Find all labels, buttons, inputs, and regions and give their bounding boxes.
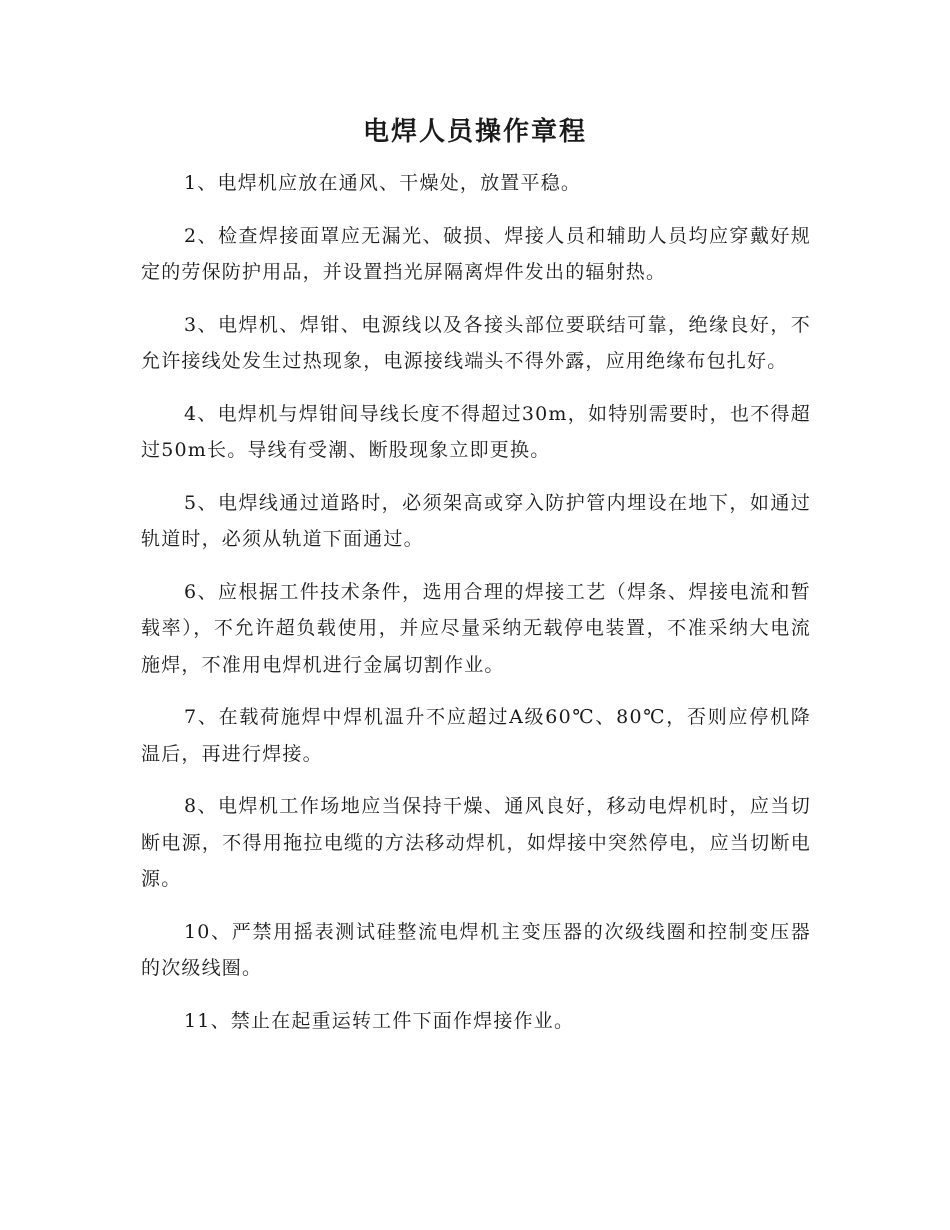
rule-item-5: 5、电焊线通过道路时，必须架高或穿入防护管内埋设在地下，如通过轨道时，必须从轨道下面通过。 bbox=[141, 491, 811, 550]
document-title: 电焊人员操作章程 bbox=[362, 117, 587, 147]
document-body bbox=[141, 165, 811, 1055]
rule-item-8: 8、电焊机工作场地应当保持干燥、通风良好，移动电焊机时，应当切断电源，不得用拖拉电缆的方法移动焊机，如焊接中突然停电，应当切断电源。 bbox=[141, 795, 811, 890]
rule-item-4: 4、电焊机与焊钳间导线长度不得超过30m，如特别需要时，也不得超过50m长。导线有受潮、断股现象立即更换。 bbox=[141, 402, 811, 461]
rule-item-7: 7、在载荷施焊中焊机温升不应超过A级60℃、80℃，否则应停机降温后，再进行焊接。 bbox=[141, 706, 811, 765]
rule-item-1: 1、电焊机应放在通风、干燥处，放置平稳。 bbox=[184, 172, 582, 194]
rule-item-11: 11、禁止在起重运转工件下面作焊接作业。 bbox=[184, 1009, 575, 1032]
rule-item-10: 10、严禁用摇表测试硅整流电焊机主变压器的次级线圈和控制变压器的次级线圈。 bbox=[141, 920, 811, 979]
rule-item-6: 6、应根据工件技术条件，选用合理的焊接工艺（焊条、焊接电流和暂载率），不允许超负载使用，并应尽量采纳无载停电装置，不准采纳大电流施焊，不准用电焊机进行金属切割作业。 bbox=[141, 580, 811, 676]
rule-item-2: 2、检查焊接面罩应无漏光、破损、焊接人员和辅助人员均应穿戴好规定的劳保防护用品，并设置挡光屏隔离焊件发出的辐射热。 bbox=[141, 224, 811, 283]
rule-item-3: 3、电焊机、焊钳、电源线以及各接头部位要联结可靠，绝缘良好，不允许接线处发生过热现象，电源接线端头不得外露，应用绝缘布包扎好。 bbox=[141, 313, 811, 372]
